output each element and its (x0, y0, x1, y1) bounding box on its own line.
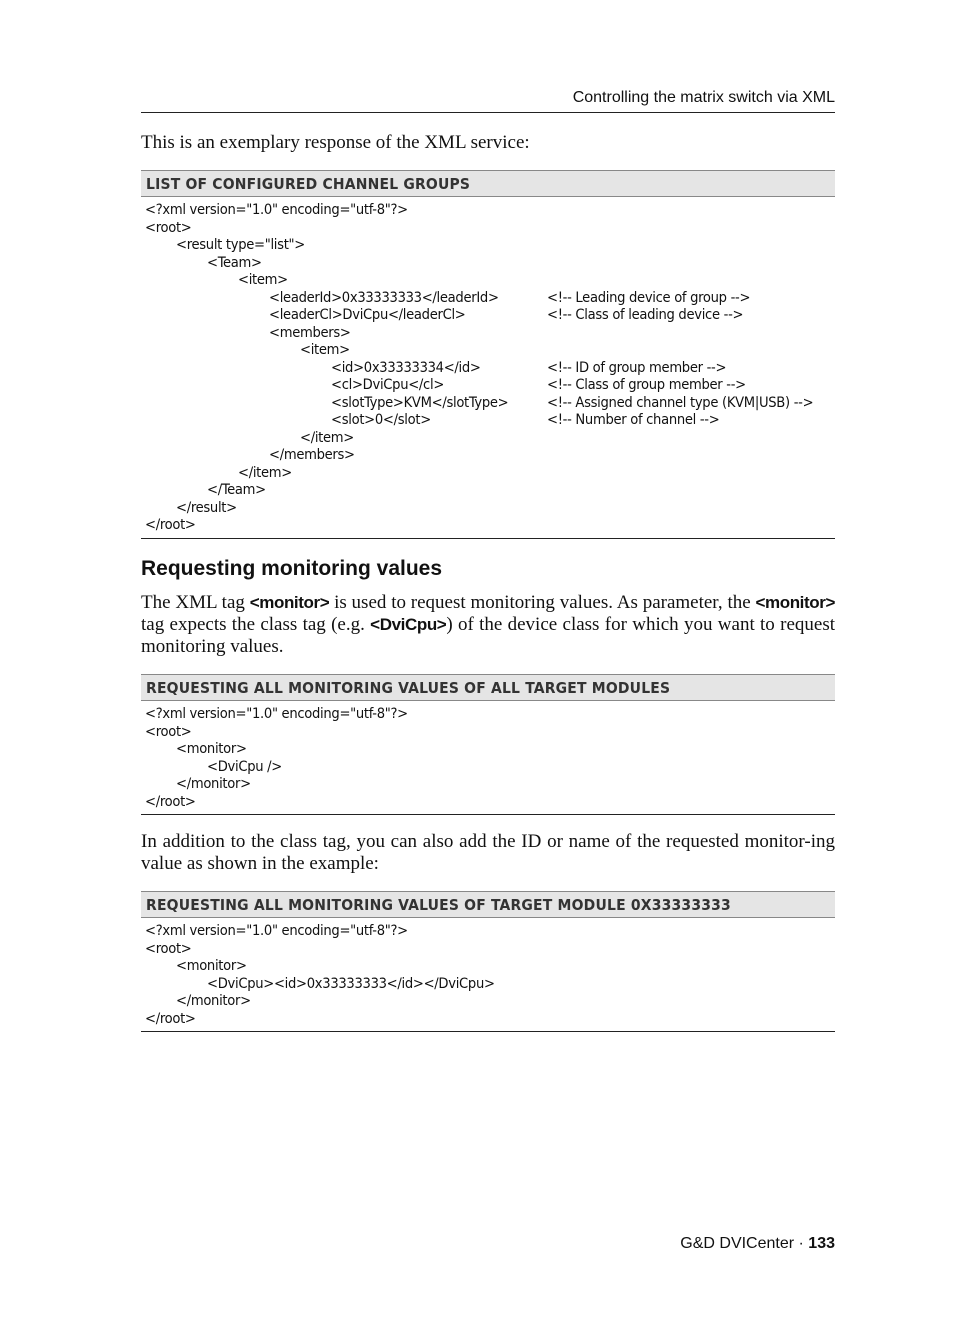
code-text: <?xml version="1.0" encoding="utf-8"?> (145, 705, 408, 722)
code-line (145, 464, 835, 482)
code-line (145, 1010, 835, 1028)
code-text: <slotType>KVM</slotType> (331, 393, 509, 411)
code-line (145, 758, 835, 776)
code-line (145, 481, 835, 499)
code-text: <DviCpu><id>0x33333333</id></DviCpu> (207, 974, 495, 992)
code-line (145, 219, 835, 237)
code-box-all-monitoring (141, 674, 835, 815)
code-box-title: REQUESTING ALL MONITORING VALUES OF TARGET MODULE 0X33333333 (141, 891, 835, 918)
monitor-tag: <monitor> (755, 593, 835, 612)
code-line (145, 411, 835, 429)
code-comment: <!-- Assigned channel type (KVM|USB) --> (547, 393, 814, 411)
code-line (145, 775, 835, 793)
monitor-paragraph (141, 592, 835, 658)
code-line (145, 922, 835, 940)
code-line (145, 359, 835, 377)
code-text: <Team> (207, 253, 262, 271)
code-line (145, 236, 835, 254)
code-listing (141, 197, 835, 538)
page-number: 133 (808, 1235, 835, 1252)
intro-paragraph: This is an exemplary response of the XML service: (141, 132, 530, 153)
monitor-tag: <monitor> (249, 593, 330, 612)
running-title: Controlling the matrix switch via XML (572, 89, 835, 106)
code-line (145, 394, 835, 412)
code-line (145, 705, 835, 723)
code-line (145, 740, 835, 758)
code-text: <DviCpu /> (207, 757, 282, 775)
dvicpu-tag: <DviCpu> (370, 615, 447, 634)
code-text: <id>0x33333334</id> (331, 358, 481, 376)
code-line (145, 271, 835, 289)
code-text: <root> (145, 722, 192, 740)
code-text: <slot>0</slot> (331, 411, 431, 428)
code-line (145, 446, 835, 464)
code-text: <?xml version="1.0" encoding="utf-8"?> (145, 922, 408, 939)
code-text: <item> (300, 341, 350, 358)
code-line (145, 324, 835, 342)
code-line (145, 975, 835, 993)
code-comment: <!-- ID of group member --> (547, 358, 727, 376)
code-text: <members> (269, 323, 351, 341)
code-text: </root> (145, 516, 196, 533)
code-box-target-module (141, 891, 835, 1032)
code-text: </result> (176, 498, 237, 516)
code-line (145, 940, 835, 958)
code-text: </members> (269, 446, 355, 463)
text-run: is used to request monitoring values. As parameter, the (329, 592, 756, 613)
code-line (145, 306, 835, 324)
code-line (145, 957, 835, 975)
section-heading: Requesting monitoring values (141, 557, 443, 580)
code-text: <?xml version="1.0" encoding="utf-8"?> (145, 201, 408, 218)
running-header (141, 88, 835, 113)
code-line (145, 201, 835, 219)
code-text: <root> (145, 218, 192, 236)
code-text: </root> (145, 1009, 196, 1027)
code-listing (141, 701, 835, 814)
code-line (145, 992, 835, 1010)
code-box-channel-groups (141, 170, 835, 539)
text-run: ) of the device class for which you want to request monitoring values. (141, 614, 835, 657)
code-text: </item> (238, 463, 292, 481)
text-run: The XML tag (141, 592, 250, 613)
footer-product: G&D DVICenter · (680, 1235, 809, 1252)
code-text: <monitor> (176, 957, 247, 974)
code-text: <monitor> (176, 740, 247, 757)
page-footer (141, 1234, 835, 1254)
code-text: </root> (145, 792, 196, 810)
code-line (145, 429, 835, 447)
code-text: <cl>DviCpu</cl> (331, 376, 445, 393)
code-text: <item> (238, 271, 288, 288)
text-run: tag expects the class tag (e.g. (141, 614, 371, 635)
code-line (145, 289, 835, 307)
code-line (145, 723, 835, 741)
code-box-title: REQUESTING ALL MONITORING VALUES OF ALL TARGET MODULES (141, 674, 835, 701)
code-comment: <!-- Class of group member --> (547, 376, 746, 393)
code-line (145, 516, 835, 534)
code-line (145, 499, 835, 517)
addition-paragraph: In addition to the class tag, you can also add the ID or name of the requested monitor-ing value as shown in the example: (141, 831, 835, 874)
code-line (145, 254, 835, 272)
code-listing (141, 918, 835, 1031)
code-comment: <!-- Leading device of group --> (547, 288, 751, 306)
code-text: </monitor> (176, 992, 251, 1009)
code-line (145, 793, 835, 811)
code-box-title: LIST OF CONFIGURED CHANNEL GROUPS (141, 170, 835, 197)
code-line (145, 341, 835, 359)
code-text: <result type="list"> (176, 236, 305, 253)
code-text: <leaderId>0x33333333</leaderId> (269, 288, 499, 306)
code-text: </Team> (207, 481, 266, 498)
code-text: </item> (300, 428, 354, 446)
code-text: </monitor> (176, 775, 251, 792)
code-line (145, 376, 835, 394)
code-comment: <!-- Class of leading device --> (547, 306, 744, 323)
code-text: <root> (145, 939, 192, 957)
code-text: <leaderCl>DviCpu</leaderCl> (269, 306, 466, 323)
code-comment: <!-- Number of channel --> (547, 411, 720, 428)
